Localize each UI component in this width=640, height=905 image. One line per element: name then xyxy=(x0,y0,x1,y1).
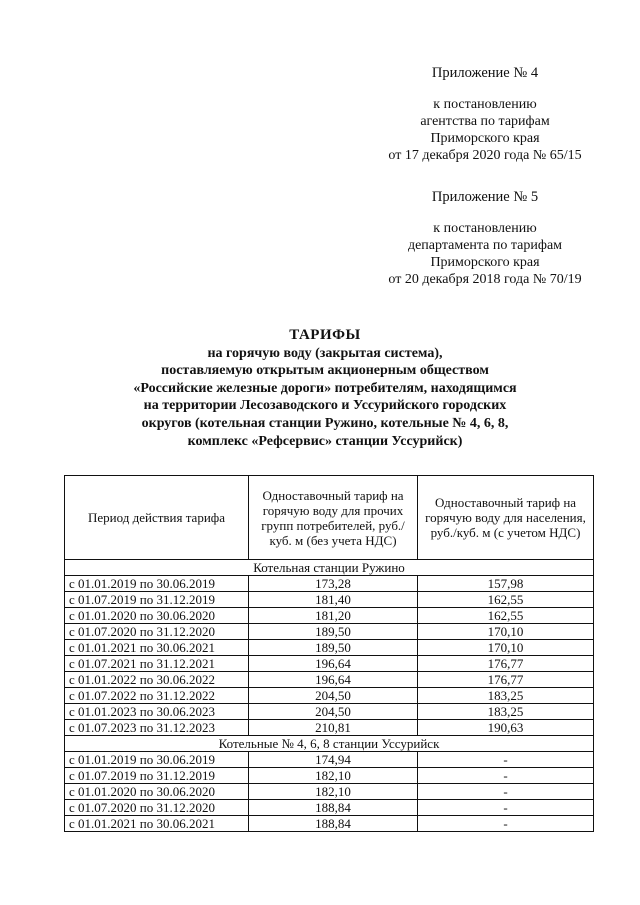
tariff-other-cell: 181,40 xyxy=(249,592,418,608)
tariff-other-cell: 174,94 xyxy=(249,752,418,768)
title-line: поставляемую открытым акционерным обществом xyxy=(161,363,489,379)
period-cell: с 01.01.2019 по 30.06.2019 xyxy=(65,576,249,592)
period-cell: с 01.01.2021 по 30.06.2021 xyxy=(65,816,249,832)
document-title: ТАРИФЫ xyxy=(289,327,361,343)
period-cell: с 01.07.2023 по 31.12.2023 xyxy=(65,720,249,736)
period-cell: с 01.07.2021 по 31.12.2021 xyxy=(65,656,249,672)
table-section-row xyxy=(65,736,594,752)
tariff-population-cell: 176,77 xyxy=(418,672,594,688)
tariff-population-cell: - xyxy=(418,784,594,800)
tariff-other-cell: 188,84 xyxy=(249,800,418,816)
table-header-row xyxy=(65,476,594,560)
tariff-other-cell: 204,50 xyxy=(249,688,418,704)
tariff-population-cell: 157,98 xyxy=(418,576,594,592)
annex-4-line: от 17 декабря 2020 года № 65/15 xyxy=(388,148,582,163)
tariff-other-cell: 173,28 xyxy=(249,576,418,592)
period-cell: с 01.07.2019 по 31.12.2019 xyxy=(65,592,249,608)
table-row xyxy=(65,688,594,704)
table-row xyxy=(65,624,594,640)
period-cell: с 01.01.2023 по 30.06.2023 xyxy=(65,704,249,720)
tariff-population-cell: - xyxy=(418,752,594,768)
title-line: на горячую воду (закрытая система), xyxy=(207,345,443,361)
annex-5-line: к постановлению xyxy=(433,221,537,236)
period-cell: с 01.01.2020 по 30.06.2020 xyxy=(65,784,249,800)
annex-5-line: Приморского края xyxy=(430,255,540,270)
title-line: комплекс «Рефсервис» станции Уссурийск) xyxy=(187,433,463,449)
table-row xyxy=(65,768,594,784)
annex-5-title: Приложение № 5 xyxy=(431,189,539,205)
tariff-other-cell: 196,64 xyxy=(249,672,418,688)
tariff-population-cell: - xyxy=(418,800,594,816)
annex-4-line: Приморского края xyxy=(430,131,540,146)
tariff-population-cell: 162,55 xyxy=(418,608,594,624)
period-cell: с 01.01.2019 по 30.06.2019 xyxy=(65,752,249,768)
tariff-other-cell: 210,81 xyxy=(249,720,418,736)
period-cell: с 01.01.2021 по 30.06.2021 xyxy=(65,640,249,656)
table-row xyxy=(65,704,594,720)
title-line: «Российские железные дороги» потребителям, находящимся xyxy=(133,380,517,396)
document-title-block xyxy=(60,327,590,450)
section-title: Котельные № 4, 6, 8 станции Уссурийск xyxy=(65,736,594,752)
table-row xyxy=(65,640,594,656)
tariff-population-cell: 190,63 xyxy=(418,720,594,736)
annex-4-block xyxy=(370,65,600,164)
annex-4-line: к постановлению xyxy=(433,97,537,112)
table-row xyxy=(65,800,594,816)
tariff-other-cell: 196,64 xyxy=(249,656,418,672)
tariff-population-cell: 183,25 xyxy=(418,688,594,704)
section-title: Котельная станции Ружино xyxy=(65,560,594,576)
table-body xyxy=(65,560,594,832)
tariff-other-cell: 189,50 xyxy=(249,640,418,656)
table-row xyxy=(65,576,594,592)
table-row xyxy=(65,752,594,768)
header-tariff-population: Одноставочный тариф на горячую воду для населения, руб./куб. м (с учетом НДС) xyxy=(418,476,594,560)
period-cell: с 01.07.2022 по 31.12.2022 xyxy=(65,688,249,704)
table-row xyxy=(65,784,594,800)
header-period: Период действия тарифа xyxy=(65,476,249,560)
tariff-population-cell: - xyxy=(418,816,594,832)
tariff-other-cell: 188,84 xyxy=(249,816,418,832)
tariff-population-cell: 162,55 xyxy=(418,592,594,608)
tariff-population-cell: 183,25 xyxy=(418,704,594,720)
period-cell: с 01.07.2020 по 31.12.2020 xyxy=(65,800,249,816)
annex-5-line: департамента по тарифам xyxy=(407,238,563,253)
table-section-row xyxy=(65,560,594,576)
period-cell: с 01.07.2020 по 31.12.2020 xyxy=(65,624,249,640)
annex-5-block xyxy=(370,189,600,288)
tariff-other-cell: 181,20 xyxy=(249,608,418,624)
table-row xyxy=(65,592,594,608)
tariff-other-cell: 204,50 xyxy=(249,704,418,720)
header-tariff-other: Одноставочный тариф на горячую воду для прочих групп потребителей, руб./куб. м (без учета НДС) xyxy=(249,476,418,560)
tariff-population-cell: - xyxy=(418,768,594,784)
annex-4-line: агентства по тарифам xyxy=(420,114,550,129)
table-row xyxy=(65,816,594,832)
period-cell: с 01.01.2022 по 30.06.2022 xyxy=(65,672,249,688)
annex-5-line: от 20 декабря 2018 года № 70/19 xyxy=(388,272,582,287)
tariff-table xyxy=(64,475,594,832)
period-cell: с 01.01.2020 по 30.06.2020 xyxy=(65,608,249,624)
table-row xyxy=(65,720,594,736)
annex-4-title: Приложение № 4 xyxy=(431,65,539,81)
tariff-population-cell: 170,10 xyxy=(418,624,594,640)
title-line: округов (котельная станции Ружино, котельные № 4, 6, 8, xyxy=(141,415,509,431)
title-line: на территории Лесозаводского и Уссурийского городских xyxy=(143,398,507,414)
tariff-other-cell: 182,10 xyxy=(249,784,418,800)
table-row xyxy=(65,672,594,688)
table-row xyxy=(65,608,594,624)
tariff-population-cell: 170,10 xyxy=(418,640,594,656)
period-cell: с 01.07.2019 по 31.12.2019 xyxy=(65,768,249,784)
tariff-population-cell: 176,77 xyxy=(418,656,594,672)
tariff-other-cell: 182,10 xyxy=(249,768,418,784)
tariff-other-cell: 189,50 xyxy=(249,624,418,640)
table-row xyxy=(65,656,594,672)
